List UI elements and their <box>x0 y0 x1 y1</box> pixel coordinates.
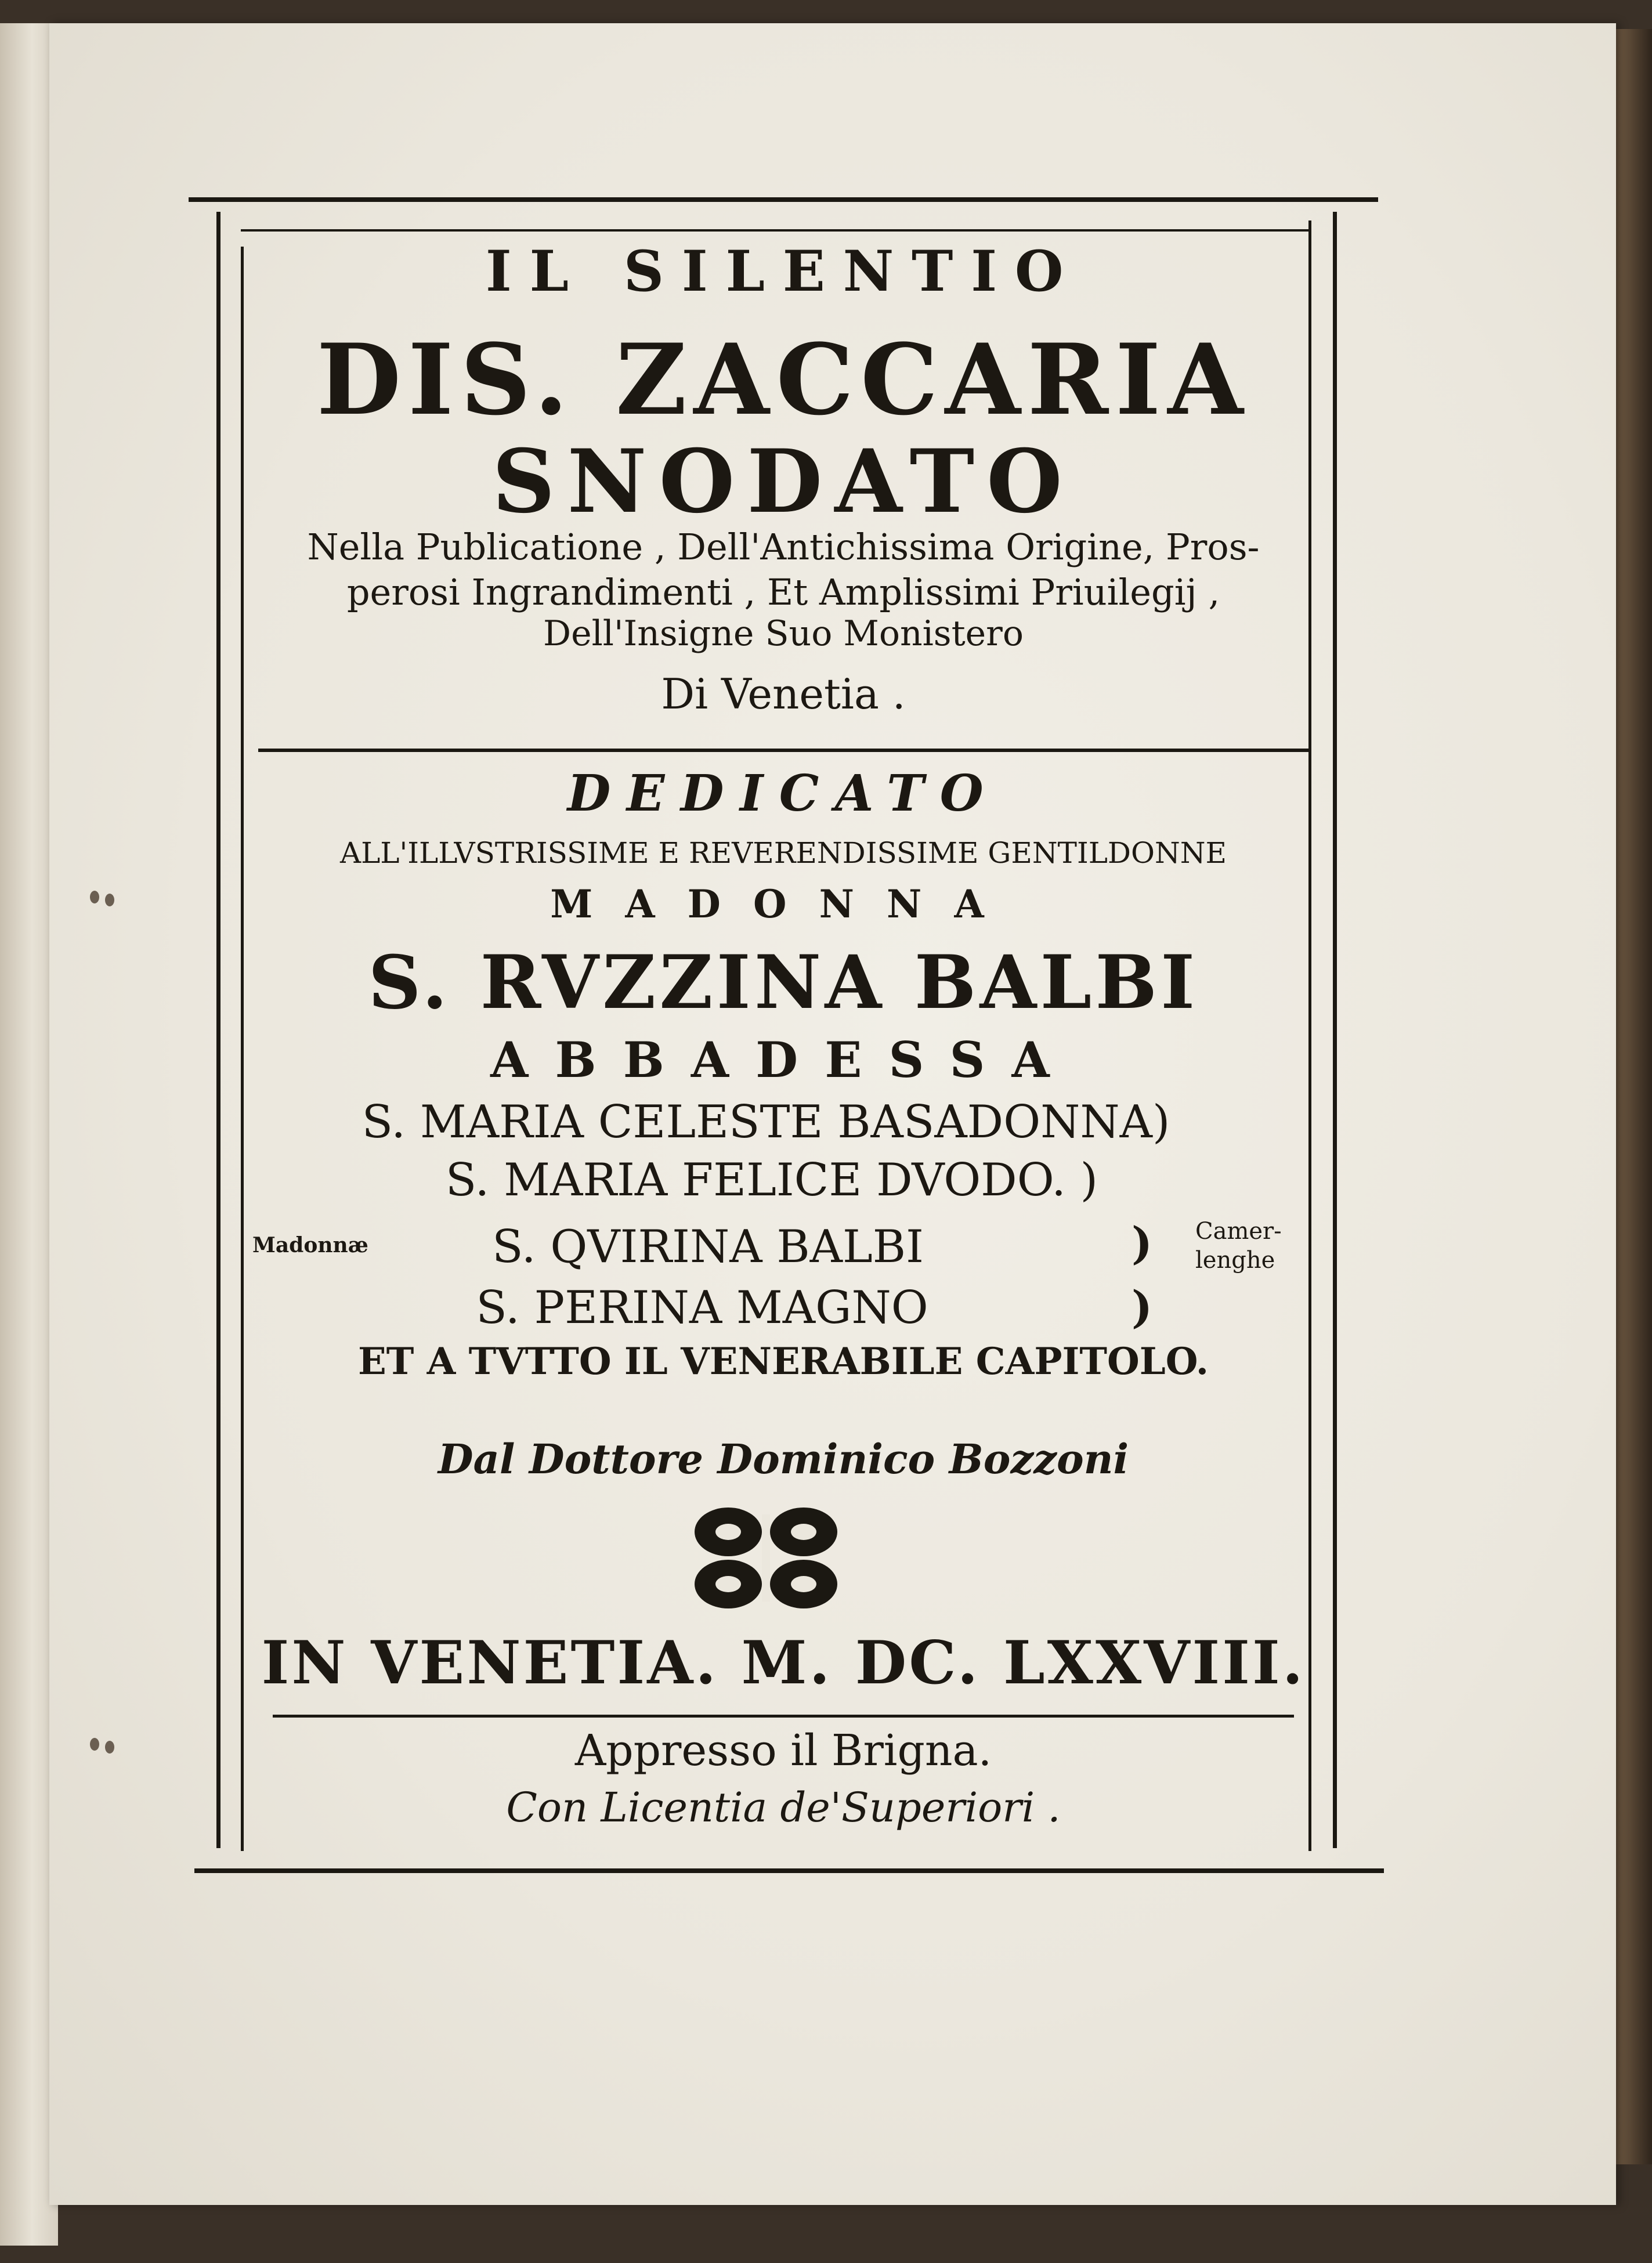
printer-line: Appresso il Brigna. <box>574 1726 992 1776</box>
bracket-3: ) <box>1132 1217 1152 1269</box>
author-line: Dal Dottore Dominico Bozzoni <box>438 1435 1129 1483</box>
name-line-3-text: S. QVIRINA BALBI <box>492 1221 924 1273</box>
binding-hole <box>90 1738 99 1751</box>
subtitle-line-1: Nella Publicatione , Dell'Antichissima Origine, Pros- <box>307 526 1260 568</box>
name-line-4 <box>168 1282 1236 1334</box>
imprint-place-date: IN VENETIA. M. DC. LXXVIII. <box>261 1628 1306 1698</box>
dedication-line: ALL'ILLVSTRISSIME E REVERENDISSIME GENTILDONNE <box>340 836 1227 870</box>
name-line-2: S. MARIA FELICE DVODO. ) <box>445 1154 1098 1206</box>
binding-hole <box>105 1741 114 1754</box>
title-line-3: SNODATO <box>492 431 1075 533</box>
name-line-1: S. MARIA CELESTE BASADONNA) <box>362 1096 1170 1148</box>
subtitle-line-3: Dell'Insigne Suo Monistero <box>543 613 1024 654</box>
bracket-4: ) <box>1132 1281 1152 1333</box>
title-line-1: IL SILENTIO <box>485 238 1082 304</box>
side-label-right-1: Camer- <box>1195 1218 1282 1245</box>
abbess-name: S. RVZZINA BALBI <box>368 939 1199 1025</box>
subtitle-line-4: Di Venetia . <box>661 670 906 718</box>
title-line-2: DIS. ZACCARIA <box>316 322 1250 437</box>
section-divider-2 <box>273 1715 1294 1718</box>
side-label-left: Madonnæ <box>252 1233 368 1257</box>
section-divider-1 <box>258 749 1308 752</box>
license-line: Con Licentia de'Superiori . <box>506 1784 1061 1831</box>
chapter-line: ET A TVTTO IL VENERABILE CAPITOLO. <box>357 1340 1209 1383</box>
dedicato-heading: DEDICATO <box>567 764 1000 823</box>
side-label-right-2: lenghe <box>1195 1247 1275 1274</box>
printers-ornament <box>688 1503 844 1613</box>
abbess-title: ABBADESSA <box>490 1031 1076 1089</box>
title-text-block <box>250 0 1317 2263</box>
name-line-4-text: S. PERINA MAGNO <box>476 1282 928 1334</box>
subtitle-line-2: perosi Ingrandimenti , Et Amplissimi Priuilegij , <box>346 571 1220 613</box>
madonna-line: MADONNA <box>550 881 1017 927</box>
